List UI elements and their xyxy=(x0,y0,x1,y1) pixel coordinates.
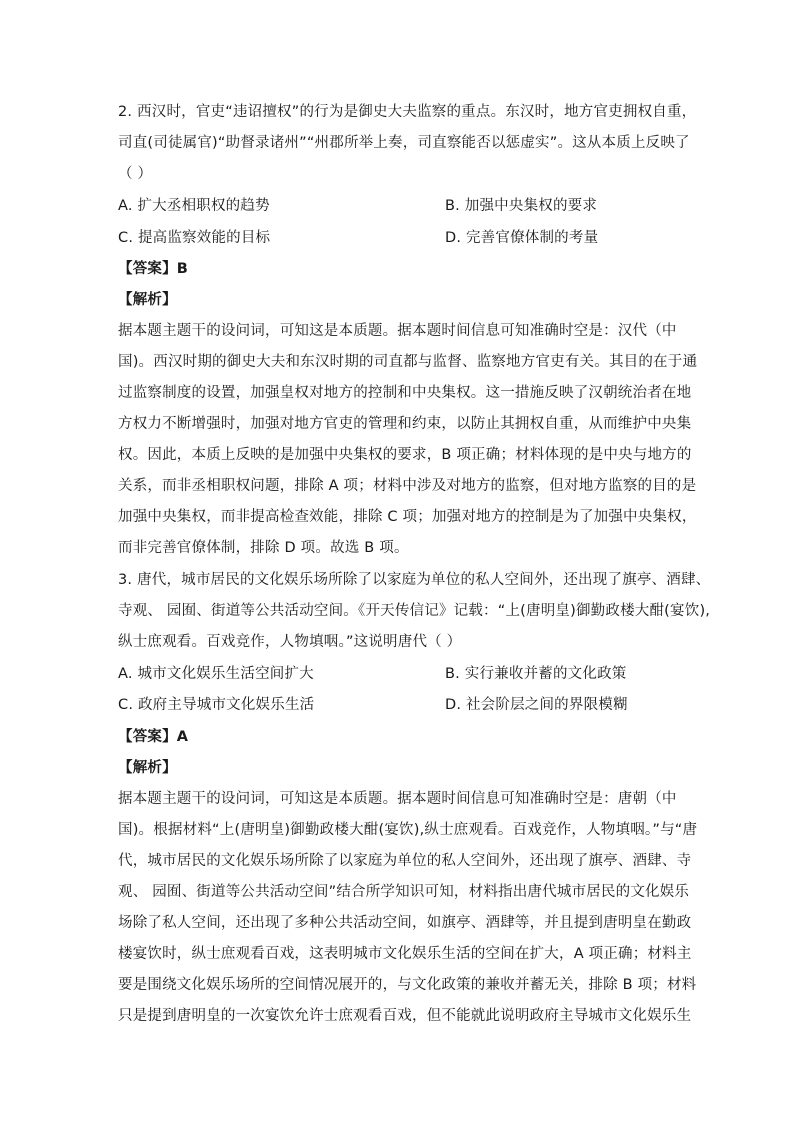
question-2-option-d: D. 完善官僚体制的考量 xyxy=(445,230,599,246)
question-2-analysis-line-3: 过监察制度的设置，加强皇权对地方的控制和中央集权。这一措施反映了汉朝统治者在地 xyxy=(118,385,692,401)
question-3-analysis-line-4: 观、 园囿、街道等公共活动空间”结合所学知识可知，材料指出唐代城市居民的文化娱乐 xyxy=(118,884,690,900)
question-2-stem-line-3: （ ） xyxy=(118,166,153,182)
question-3-analysis-line-8: 只是提到唐明皇的一次宴饮允许士庶观看百戏，但不能就此说明政府主导城市文化娱乐生 xyxy=(118,1008,692,1024)
question-2-option-a: A. 扩大丞相职权的趋势 xyxy=(118,198,270,214)
question-2-analysis-line-7: 加强中央集权，而非提高检查效能，排除 C 项；加强对地方的控制是为了加强中央集权， xyxy=(118,509,697,525)
question-3-analysis-line-1: 据本题主题干的设问词，可知这是本质题。据本题时间信息可知准确时空是：唐朝（中 xyxy=(118,791,677,807)
question-2-option-c: C. 提高监察效能的目标 xyxy=(118,230,271,246)
question-3-option-c: C. 政府主导城市文化娱乐生活 xyxy=(118,697,315,713)
question-3-answer: 【答案】A xyxy=(118,729,189,745)
question-3-analysis-line-6: 楼宴饮时，纵士庶观看百戏，这表明城市文化娱乐生活的空间在扩大，A 项正确；材料主 xyxy=(118,946,692,962)
question-3-analysis-line-2: 国)。根据材料“上(唐明皇)御勤政楼大酣(宴饮),纵士庶观看。百戏竞作，人物填咽。”与“唐 xyxy=(118,822,698,838)
question-2-answer: 【答案】B xyxy=(118,261,189,277)
question-2-analysis-line-2: 国)。西汉时期的御史大夫和东汉时期的司直都与监督、监察地方官吏有关。其目的在于通 xyxy=(118,354,698,370)
question-3-stem-line-3: 纵士庶观看。百戏竞作，人物填咽。”这说明唐代（ ） xyxy=(118,634,462,650)
question-2-analysis-line-1: 据本题主题干的设问词，可知这是本质题。据本题时间信息可知准确时空是：汉代（中 xyxy=(118,323,677,339)
question-2-analysis-line-5: 权。因此，本质上反映的是加强中央集权的要求，B 项正确；材料体现的是中央与地方的 xyxy=(118,447,692,463)
question-3-option-a: A. 城市文化娱乐生活空间扩大 xyxy=(118,666,314,682)
question-2-option-b: B. 加强中央集权的要求 xyxy=(445,198,598,214)
question-3-stem-line-2: 寺观、 园囿、街道等公共活动空间。《开天传信记》记载：“上(唐明皇)御勤政楼大酣(宴饮), xyxy=(118,603,711,619)
question-2-analysis-label: 【解析】 xyxy=(118,292,177,308)
question-2-analysis-line-4: 方权力不断增强时，加强对地方官吏的管理和约束，以防止其拥权自重，从而维护中央集 xyxy=(118,416,692,432)
question-2-stem-line-2: 司直(司徒属官)“助督录诸州”“州郡所举上奏，司直察能否以惩虚实”。这从本质上反映了 xyxy=(118,135,690,151)
question-3-analysis-line-7: 要是围绕文化娱乐场所的空间情况展开的，与文化政策的兼收并蓄无关，排除 B 项；材料 xyxy=(118,977,697,993)
question-2-stem-line-1: 2. 西汉时，官吏“违诏擅权”的行为是御史大夫监察的重点。东汉时，地方官吏拥权自重， xyxy=(118,104,697,120)
question-3-analysis-line-5: 场除了私人空间，还出现了多种公共活动空间，如旗亭、酒肆等，并且提到唐明皇在勤政 xyxy=(118,915,692,931)
question-3-analysis-line-3: 代，城市居民的文化娱乐场所除了以家庭为单位的私人空间外，还出现了旗亭、酒肆、寺 xyxy=(118,853,692,869)
question-3-stem-line-1: 3. 唐代，城市居民的文化娱乐场所除了以家庭为单位的私人空间外，还出现了旗亭、酒肆、 xyxy=(118,572,711,588)
question-3-analysis-label: 【解析】 xyxy=(118,760,177,776)
question-3-option-b: B. 实行兼收并蓄的文化政策 xyxy=(445,666,627,682)
question-2-analysis-line-8: 而非完善官僚体制，排除 D 项。故选 B 项。 xyxy=(118,540,409,556)
question-2-analysis-line-6: 关系，而非丞相职权问题，排除 A 项；材料中涉及对地方的监察，但对地方监察的目的是 xyxy=(118,478,697,494)
question-3-option-d: D. 社会阶层之间的界限模糊 xyxy=(445,697,628,713)
